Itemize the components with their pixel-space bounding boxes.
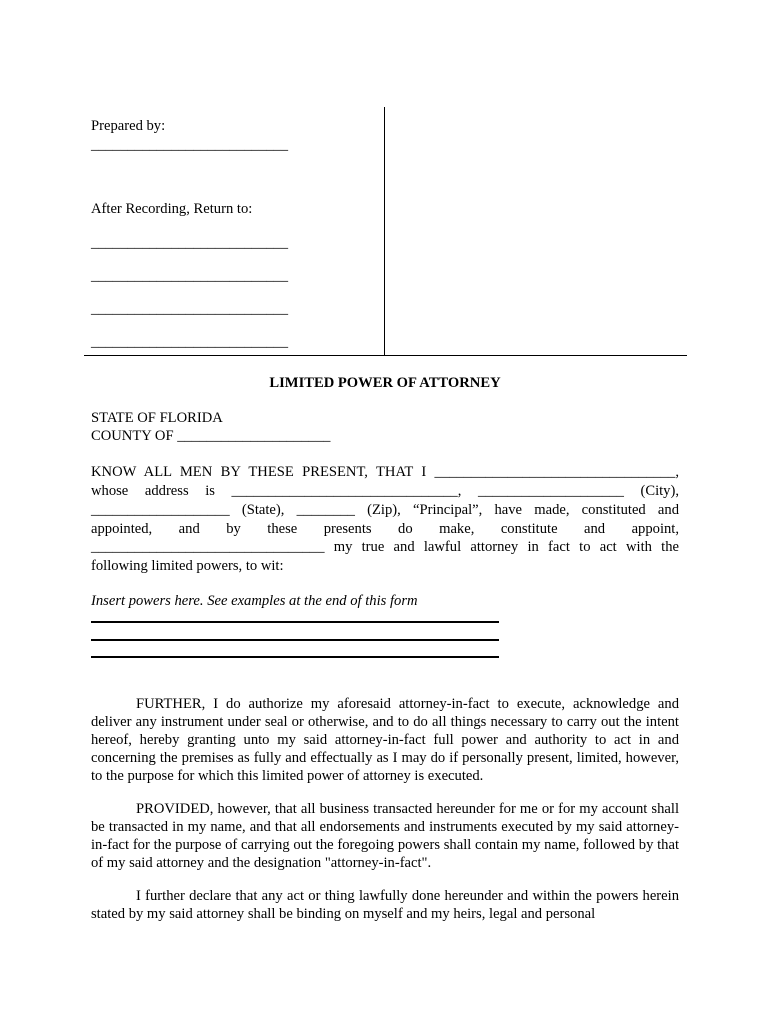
intro-line-2[interactable]: whose address is _______________________________, ____________________ (City), (91, 483, 679, 499)
paragraph-declare-text: I further declare that any act or thing lawfully done hereunder and within the powers herein stated by my said attorney shall be binding on myself and my heirs, legal and personal (91, 888, 679, 922)
intro-line-3[interactable]: ___________________ (State), ________ (Zip), “Principal”, have made, constituted and (91, 502, 679, 518)
paragraph-declare (91, 887, 679, 923)
insert-powers-note: Insert powers here. See examples at the end of this form (91, 593, 418, 609)
intro-line-1[interactable]: KNOW ALL MEN BY THESE PRESENT, THAT I _________________________________, (91, 464, 679, 480)
prepared-by-label: Prepared by: (91, 118, 166, 134)
after-recording-label: After Recording, Return to: (91, 201, 253, 217)
venue-state: STATE OF FLORIDA (91, 410, 223, 426)
paragraph-further-text: FURTHER, I do authorize my aforesaid attorney-in-fact to execute, acknowledge and deliver any instrument under seal or otherwise, and to do all things necessary to carry out the intent hereof, hereby granting unto my said attorney-in-fact full power and authority to act in and concerning the premises as fully and effectually as I may do if personally present, limited, however, to the purpose for which this limited power of attorney is executed. (91, 696, 679, 784)
powers-rule-3[interactable] (91, 656, 499, 658)
return-to-blank-2[interactable]: ___________________________ (91, 268, 289, 284)
header-horizontal-divider (84, 355, 687, 356)
powers-rule-1[interactable] (91, 621, 499, 623)
document-title: LIMITED POWER OF ATTORNEY (269, 375, 501, 391)
paragraph-provided (91, 800, 679, 872)
paragraph-provided-text: PROVIDED, however, that all business transacted hereunder for me or for my account shall be transacted in my name, and that all endorsements and instruments executed by my said attorney-in-fact for the purpose of carrying out the foregoing powers shall contain my name, followed by that of my said attorney and the designation "attorney-in-fact". (91, 801, 679, 871)
paragraph-further (91, 695, 679, 785)
intro-line-5[interactable]: ________________________________ my true and lawful attorney in fact to act with the (91, 539, 679, 555)
venue-county[interactable]: COUNTY OF _____________________ (91, 428, 331, 444)
intro-line-6: following limited powers, to wit: (91, 558, 284, 574)
prepared-by-blank[interactable]: ___________________________ (91, 137, 289, 153)
return-to-blank-4[interactable]: ___________________________ (91, 334, 289, 350)
return-to-blank-3[interactable]: ___________________________ (91, 301, 289, 317)
powers-rule-2[interactable] (91, 639, 499, 641)
return-to-blank-1[interactable]: ___________________________ (91, 235, 289, 251)
intro-line-4: appointed, and by these presents do make, constitute and appoint, (91, 521, 679, 537)
header-vertical-divider (384, 107, 385, 356)
